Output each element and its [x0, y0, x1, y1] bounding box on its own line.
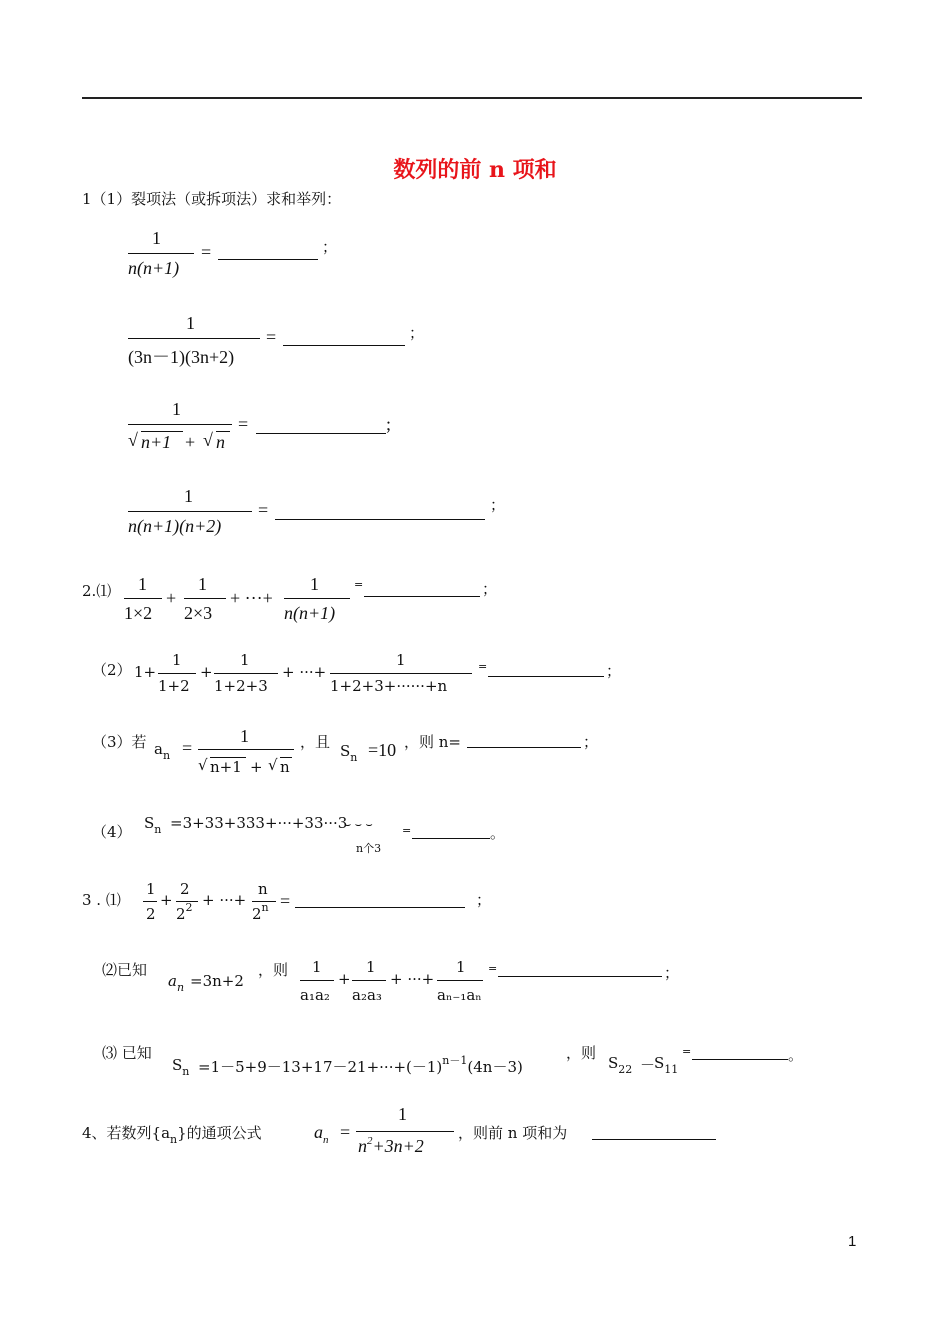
fraction-bar [128, 424, 232, 425]
q3p2-t1-den: a₁a₂ [300, 986, 330, 1004]
fraction-bar [198, 749, 294, 750]
q2p1-t3-num: 1 [310, 574, 319, 594]
label-end: }的通项公式 [177, 1124, 262, 1142]
a-n-symbol [314, 1122, 329, 1146]
q2p1-t1-den: 1×2 [124, 603, 153, 623]
q2p2-label: （2） [92, 661, 132, 679]
equals-sign: = [682, 1045, 692, 1058]
equals-sign: = [182, 738, 193, 758]
q2p1-t2-den: 2×3 [184, 603, 213, 623]
q3p3-label: ⑶ 已知 [102, 1044, 152, 1062]
q2p3-end: ； [583, 733, 599, 751]
q1-f1-end: ； [322, 238, 338, 256]
q3p1-t1-den: 2 [146, 905, 156, 923]
q2p4-under: n个3 [356, 842, 382, 855]
q2p2-t1-den: 1+2 [158, 677, 190, 695]
plus-sign: + [166, 588, 177, 608]
subscript-n: n [350, 751, 358, 764]
numerator-one: 1 [366, 958, 376, 976]
ellipsis-terms: + ···+ [390, 970, 435, 988]
q3p2-rhs: =3n+2 [190, 972, 244, 990]
plus-sign: + [250, 758, 263, 776]
subscript-22: 22 [618, 1063, 633, 1076]
q2p3-den-a: n+1 [210, 758, 242, 776]
fraction-bar [284, 598, 350, 599]
q3p1-t2-den [176, 901, 193, 923]
answer-blank[interactable] [364, 596, 480, 597]
q3p1-t3-den [252, 901, 269, 923]
q2p4-end: 。 [490, 824, 506, 842]
label-text: 4、若数列{a [82, 1124, 171, 1142]
numerator-one: 1 [312, 958, 322, 976]
q2p2-t3-num: 1 [396, 651, 406, 669]
subscript-n: n [182, 1065, 190, 1078]
equals-sign: = [478, 660, 488, 673]
underbrace: ⌣ ⌣ ⌣ [344, 818, 373, 831]
answer-blank[interactable] [283, 345, 405, 346]
q3p2-then: ，则 [258, 961, 289, 979]
subscript-n: n [154, 823, 162, 836]
equals-sign: = [340, 1122, 351, 1142]
q2p1-end: ； [482, 580, 498, 598]
plus-sign: + [200, 663, 213, 681]
a-letter: a [314, 1122, 323, 1142]
s-letter: S [172, 1056, 183, 1074]
equals-sign: = [280, 891, 291, 911]
numerator-one: 1 [456, 958, 466, 976]
fraction-bar [158, 673, 196, 674]
q3p1-end: ； [476, 891, 492, 909]
base: 2 [176, 905, 186, 923]
ellipsis-terms: + ···+ [230, 588, 273, 608]
fraction-bar [124, 598, 162, 599]
q2p4-label: （4） [92, 823, 132, 841]
ellipsis-terms: + ···+ [282, 663, 327, 681]
q3p1-t3-num: n [258, 880, 268, 898]
s-letter: S [654, 1054, 665, 1072]
q3p1-t1-num: 1 [146, 880, 156, 898]
answer-blank[interactable] [498, 976, 662, 977]
answer-blank[interactable] [592, 1139, 716, 1140]
one-plus: 1+ [134, 663, 157, 681]
equals-sign: = [488, 962, 498, 975]
fraction-bar [143, 901, 157, 902]
equals-sign: = [258, 500, 269, 520]
exponent: n－1 [442, 1054, 468, 1067]
answer-blank[interactable] [295, 907, 465, 908]
fraction-bar [128, 253, 194, 254]
q2p3-num: 1 [240, 726, 249, 746]
plus-sign: + [338, 970, 351, 988]
s-n-symbol [340, 742, 358, 764]
equals-sign: = [354, 578, 364, 591]
den-rest: +3n+2 [372, 1136, 424, 1156]
fraction-bar [184, 598, 226, 599]
answer-blank[interactable] [256, 433, 386, 434]
subscript-n: n [162, 749, 171, 762]
sqrt-sign: √ [268, 756, 278, 774]
answer-blank[interactable] [275, 519, 485, 520]
a-letter: a [154, 740, 163, 758]
exponent: 2 [367, 1135, 373, 1147]
q4-num: 1 [398, 1104, 407, 1124]
q2p2-t3-den: 1+2+3+······+n [330, 677, 448, 695]
q2p3-sn-val: =10 [368, 740, 397, 760]
q2p4-rhs: =3+33+333+···+33···3 [170, 814, 348, 832]
q3p2-t2-den: a₂a₃ [352, 986, 382, 1004]
q1-f3-den-a: n+1 [141, 432, 172, 452]
page-number: 1 [848, 1233, 857, 1250]
equals-sign: = [402, 824, 412, 837]
q2p3-label: （3）若 [92, 733, 147, 751]
q2-label: 2.⑴ [82, 582, 112, 600]
equals-sign: = [201, 242, 212, 262]
subscript-n: n [170, 1133, 178, 1146]
q1-f1-denominator: n(n+1) [128, 258, 180, 278]
plus-sign: + [160, 891, 173, 909]
q2p2-t1-num: 1 [172, 651, 182, 669]
q3p3-rhs [198, 1056, 523, 1077]
subscript-11: 11 [664, 1063, 679, 1076]
q3-label: 3 . ⑴ [82, 891, 121, 909]
q2p1-t1-num: 1 [138, 574, 147, 594]
answer-blank[interactable] [467, 747, 581, 748]
q1-f3-numerator: 1 [172, 399, 181, 419]
q2p1-t2-num: 1 [198, 574, 207, 594]
answer-blank[interactable] [412, 838, 490, 839]
q3p1-t2-num: 2 [180, 880, 190, 898]
fraction-bar [300, 980, 334, 981]
fraction-bar [356, 1131, 454, 1132]
fraction-bar [352, 980, 386, 981]
q2p2-t2-den: 1+2+3 [214, 677, 268, 695]
a-letter: a [168, 972, 177, 990]
q2p3-mid: ，且 [300, 733, 331, 751]
q1-f4-numerator: 1 [184, 486, 193, 506]
q3p2-t3-den: aₙ₋₁aₙ [437, 986, 482, 1004]
minus-sign: － [640, 1056, 656, 1074]
answer-blank[interactable] [218, 259, 318, 260]
q1-f3-den-b: n [216, 432, 225, 452]
answer-blank[interactable] [692, 1059, 788, 1060]
s11-symbol [654, 1054, 679, 1076]
s-n-symbol [172, 1056, 190, 1078]
equals-sign: = [238, 414, 249, 434]
sqrt-sign: √ [198, 756, 208, 774]
s-letter: S [340, 742, 351, 760]
ellipsis-terms: + ···+ [202, 891, 247, 909]
s-n-symbol [144, 814, 162, 836]
q1-f2-end: ； [409, 324, 425, 342]
equals-sign: = [266, 327, 277, 347]
rhs-text: =1－5+9－13+17－21+···+(－1) [198, 1058, 443, 1076]
q3p3-then: ，则 [566, 1044, 597, 1062]
q1-f4-denominator: n(n+1)(n+2) [128, 516, 222, 536]
a-n-symbol [154, 740, 171, 762]
q3p2-end: ； [664, 964, 680, 982]
fraction-bar [437, 980, 483, 981]
a-n-symbol [168, 972, 185, 994]
s-letter: S [608, 1054, 619, 1072]
q2p3-den-b: n [280, 758, 290, 776]
base: n [358, 1136, 367, 1156]
q2p1-t3-den: n(n+1) [284, 603, 336, 623]
q1-f2-denominator: (3n－1)(3n+2) [128, 347, 235, 367]
q4-then: ，则前 n 项和为 [458, 1124, 568, 1142]
answer-blank[interactable] [488, 676, 604, 677]
subscript-n: n [323, 1134, 329, 1146]
fraction-bar [128, 511, 252, 512]
q1-f4-end: ； [490, 496, 506, 514]
q4-label [82, 1122, 262, 1146]
page-title: 数列的前 n 项和 [393, 157, 557, 183]
q3p2-label: ⑵已知 [102, 961, 148, 979]
exponent: 2 [185, 901, 193, 914]
q3p3-end: 。 [788, 1046, 804, 1064]
exponent: n [261, 901, 269, 914]
subscript-n: n [176, 981, 185, 994]
plus-sign: + [185, 432, 196, 452]
fraction-bar [330, 673, 472, 674]
header-rule [82, 97, 862, 99]
fraction-bar [128, 338, 260, 339]
s22-symbol [608, 1054, 633, 1076]
q2p2-end: ； [606, 662, 622, 680]
q1-f1-numerator: 1 [152, 228, 161, 248]
q1-f3-end: ; [386, 414, 392, 434]
q2p2-t2-num: 1 [240, 651, 250, 669]
q2p3-then: ，则 n= [404, 733, 461, 751]
q4-den [358, 1136, 424, 1157]
sqrt-sign: √ [203, 430, 213, 450]
rhs-end: (4n－3) [467, 1058, 523, 1076]
sqrt-sign: √ [128, 430, 138, 450]
s-letter: S [144, 814, 155, 832]
q1-label: 1（1）裂项法（或拆项法）求和举列： [82, 190, 342, 208]
fraction-bar [214, 673, 278, 674]
base: 2 [252, 905, 262, 923]
q1-f2-numerator: 1 [186, 313, 195, 333]
